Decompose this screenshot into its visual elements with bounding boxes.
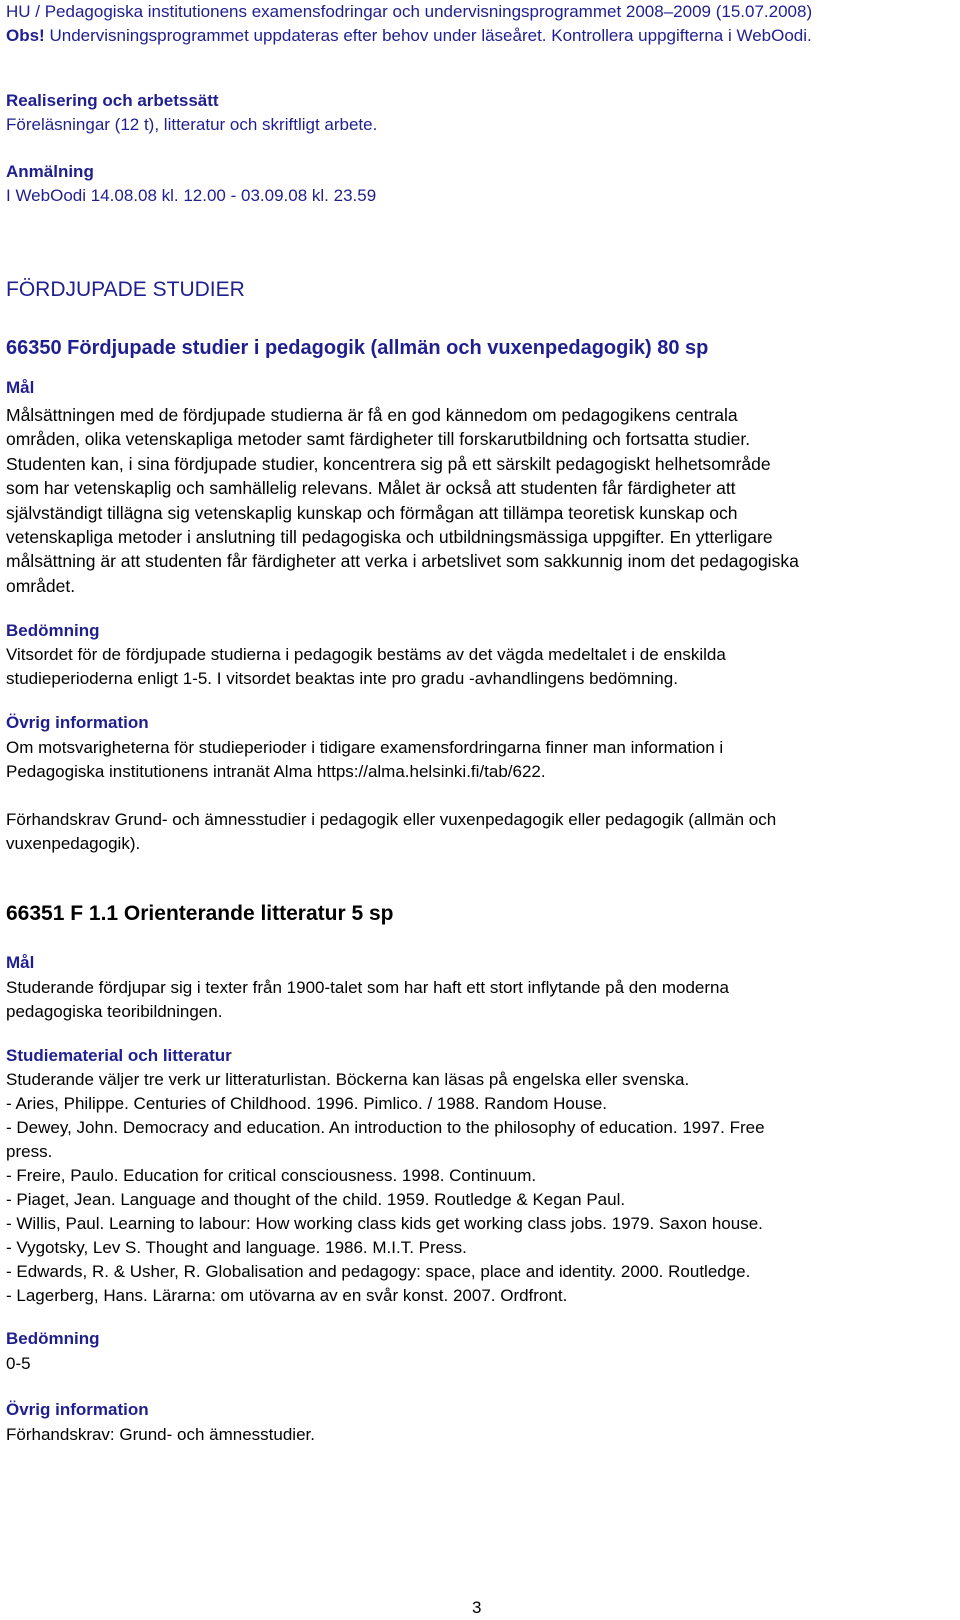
- literature-item: - Freire, Paulo. Education for critical consciousness. 1998. Continuum.: [6, 1166, 537, 1185]
- bedomning-line: studieperioderna enligt 1-5. I vitsordet beaktas inte pro gradu -avhandlingens bedömning.: [6, 669, 678, 688]
- forhandskrav-paragraph: [6, 808, 776, 856]
- literature-list: [6, 1068, 765, 1308]
- mal-line: området.: [6, 575, 76, 596]
- literature-item: - Lagerberg, Hans. Lärarna: om utövarna av en svår konst. 2007. Ordfront.: [6, 1286, 568, 1305]
- obs-text: Undervisningsprogrammet uppdateras efter behov under läseåret. Kontrollera uppgifterna i WebOodi.: [44, 26, 812, 45]
- literature-item: - Piaget, Jean. Language and thought of the child. 1959. Routledge & Kegan Paul.: [6, 1190, 626, 1209]
- mal-heading: Mål: [6, 378, 35, 397]
- header-line: HU / Pedagogiska institutionens examensfodringar och undervisningsprogrammet 2008–2009 (15.07.2008): [6, 2, 813, 21]
- bedomning-paragraph: [6, 643, 726, 691]
- bedomning-line: Vitsordet för de fördjupade studierna i pedagogik bestäms av det vägda medeltalet i de enskilda: [6, 645, 726, 664]
- mal-line: områden, olika vetenskapliga metoder samt färdigheter till forskarutbildning och fortsatta studier.: [6, 429, 751, 450]
- studiematerial-heading: Studiematerial och litteratur: [6, 1046, 232, 1065]
- mal-line: vetenskapliga metoder i anslutning till pedagogiska och utbildningsmässiga uppgifter. En ytterligare: [6, 527, 773, 548]
- ovrig-line: Pedagogiska institutionens intranät Alma https://alma.helsinki.fi/tab/622.: [6, 762, 546, 781]
- realisering-heading: Realisering och arbetssätt: [6, 91, 219, 110]
- anmalning-text: I WebOodi 14.08.08 kl. 12.00 - 03.09.08 kl. 23.59: [6, 186, 377, 205]
- literature-item: - Dewey, John. Democracy and education. An introduction to the philosophy of education. 1997. Free: [6, 1118, 765, 1137]
- mal-paragraph: [6, 403, 799, 598]
- ovrig-heading-2: Övrig information: [6, 1400, 149, 1419]
- bedomning-text-2: 0-5: [6, 1354, 31, 1373]
- mal-line: som har vetenskaplig och samhällelig relevans. Målet är också att studenten får färdigheter att: [6, 478, 736, 499]
- bedomning-heading: Bedömning: [6, 621, 100, 640]
- ovrig-heading: Övrig information: [6, 713, 149, 732]
- page-number: 3: [472, 1598, 482, 1617]
- obs-notice: [6, 24, 812, 48]
- literature-intro: Studerande väljer tre verk ur litteraturlistan. Böckerna kan läsas på engelska eller svenska.: [6, 1070, 690, 1089]
- forhandskrav-line: vuxenpedagogik).: [6, 834, 141, 853]
- mal-line: Studenten kan, i sina fördjupade studier, koncentrera sig på ett särskilt pedagogiskt helhetsområde: [6, 453, 771, 474]
- literature-item: press.: [6, 1142, 53, 1161]
- mal-line-2: pedagogiska teoribildningen.: [6, 1002, 223, 1021]
- course-66351-title: 66351 F 1.1 Orienterande litteratur 5 sp: [6, 902, 394, 925]
- ovrig-paragraph: [6, 736, 723, 784]
- mal-line: målsättning är att studenten får färdigheter att verka i arbetslivet som sakkunnig inom det pedagogiska: [6, 551, 799, 572]
- mal-line: självständigt tillägna sig vetenskaplig kunskap och förmågan att tillämpa teoretisk kunskap och: [6, 502, 738, 523]
- mal-line: Målsättningen med de fördjupade studierna är få en god kännedom om pedagogikens centrala: [6, 405, 738, 425]
- obs-label: Obs!: [6, 26, 45, 45]
- bedomning-heading-2: Bedömning: [6, 1329, 100, 1348]
- mal-line-2: Studerande fördjupar sig i texter från 1900-talet som har haft ett stort inflytande på den moderna: [6, 978, 729, 997]
- realisering-text: Föreläsningar (12 t), litteratur och skriftligt arbete.: [6, 115, 378, 134]
- mal-paragraph-2: [6, 976, 729, 1024]
- forhandskrav-line: Förhandskrav Grund- och ämnesstudier i pedagogik eller vuxenpedagogik eller pedagogik (allmän och: [6, 810, 777, 829]
- ovrig-line: Om motsvarigheterna för studieperioder i tidigare examensfordringarna finner man information i: [6, 738, 724, 757]
- literature-item: - Vygotsky, Lev S. Thought and language. 1986. M.I.T. Press.: [6, 1238, 467, 1257]
- ovrig-text-2: Förhandskrav: Grund- och ämnesstudier.: [6, 1425, 315, 1444]
- mal-heading-2: Mål: [6, 953, 35, 972]
- literature-item: - Willis, Paul. Learning to labour: How working class kids get working class jobs. 1979. Saxon house.: [6, 1214, 763, 1233]
- literature-item: - Aries, Philippe. Centuries of Childhood. 1996. Pimlico. / 1988. Random House.: [6, 1094, 607, 1113]
- literature-item: - Edwards, R. & Usher, R. Globalisation and pedagogy: space, place and identity. 2000. Routledge.: [6, 1262, 751, 1281]
- section-title: FÖRDJUPADE STUDIER: [6, 278, 245, 301]
- anmalning-heading: Anmälning: [6, 162, 94, 181]
- course-66350-title: 66350 Fördjupade studier i pedagogik (allmän och vuxenpedagogik) 80 sp: [6, 337, 709, 359]
